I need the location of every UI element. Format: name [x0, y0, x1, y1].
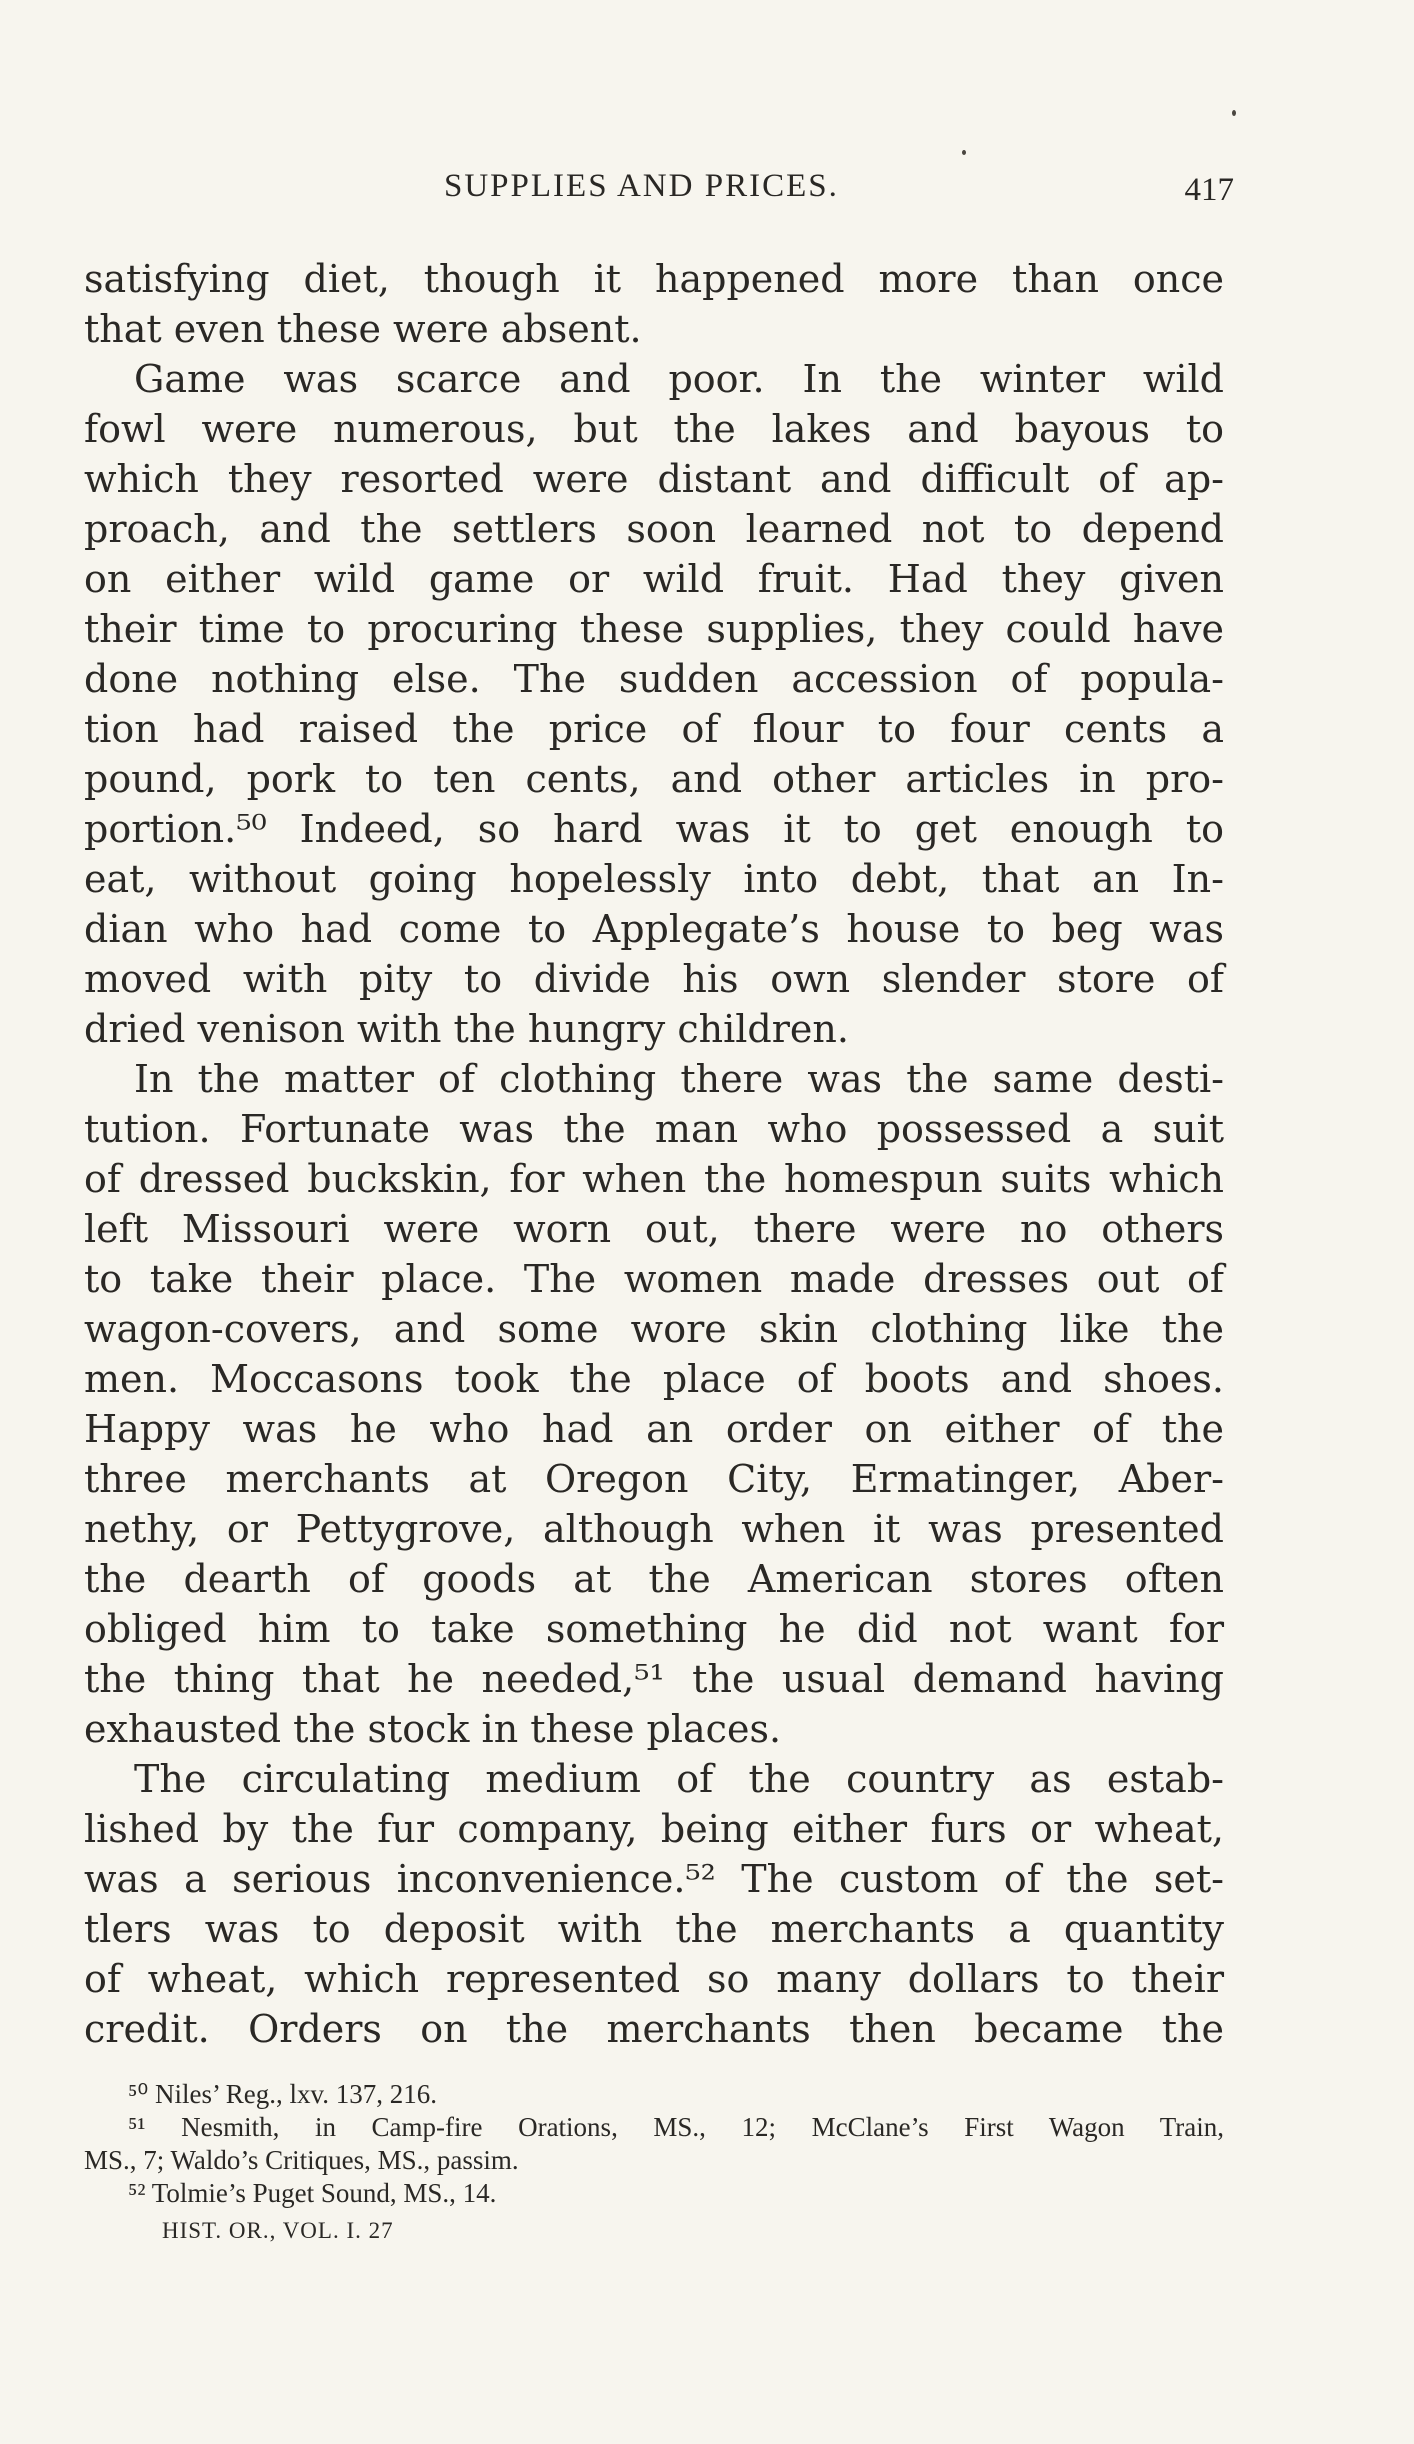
text-line: the dearth of goods at the American stores often — [84, 1557, 1224, 1601]
text-line: men. Moccasons took the place of boots and shoes. — [84, 1357, 1224, 1401]
text-line: tlers was to deposit with the merchants a quantity — [84, 1907, 1224, 1951]
text-line: moved with pity to divide his own slender store of — [84, 957, 1224, 1001]
text-line: nethy, or Pettygrove, although when it was presented — [84, 1507, 1224, 1551]
text-line: dried venison with the hungry children. — [84, 1007, 849, 1051]
text-line: of dressed buckskin, for when the homespun suits which — [84, 1157, 1224, 1201]
running-head: SUPPLIES AND PRICES. — [444, 168, 839, 204]
footnote-line: ⁵⁰ Niles’ Reg., lxv. 137, 216. — [128, 2079, 437, 2109]
text-line: left Missouri were worn out, there were no others — [84, 1207, 1224, 1251]
text-line: exhausted the stock in these places. — [84, 1707, 782, 1751]
text-line: that even these were absent. — [84, 307, 642, 351]
text-line: three merchants at Oregon City, Ermatinger, Aber- — [84, 1457, 1224, 1501]
text-line: satisfying diet, though it happened more than once — [84, 257, 1224, 301]
text-line: tion had raised the price of flour to four cents a — [84, 707, 1224, 751]
speck-mark — [1232, 110, 1236, 116]
footnotes — [84, 2078, 1224, 2247]
text-line: their time to procuring these supplies, they could have — [84, 607, 1224, 651]
text-line: obliged him to take something he did not want for — [84, 1607, 1224, 1651]
text-line: on either wild game or wild fruit. Had they given — [84, 557, 1224, 601]
text-line: lished by the fur company, being either furs or wheat, — [84, 1807, 1224, 1851]
footnote-line: ⁵² Tolmie’s Puget Sound, MS., 14. — [128, 2178, 497, 2208]
text-line: the thing that he needed,⁵¹ the usual demand having — [84, 1657, 1224, 1701]
text-line: Happy was he who had an order on either of the — [84, 1407, 1224, 1451]
text-line: proach, and the settlers soon learned not to depend — [84, 507, 1224, 551]
text-line: to take their place. The women made dresses out of — [84, 1257, 1224, 1301]
text-line: tution. Fortunate was the man who possessed a suit — [84, 1107, 1224, 1151]
page-number: 417 — [1184, 172, 1234, 208]
text-line: eat, without going hopelessly into debt, that an In- — [84, 857, 1224, 901]
page-header — [84, 168, 1234, 218]
text-line: Game was scarce and poor. In the winter wild — [134, 357, 1224, 401]
text-line: dian who had come to Applegate’s house to beg was — [84, 907, 1224, 951]
speck-mark — [962, 150, 966, 155]
text-line: done nothing else. The sudden accession of popula- — [84, 657, 1224, 701]
body-text — [84, 254, 1224, 2054]
text-line: In the matter of clothing there was the same desti- — [134, 1057, 1224, 1101]
text-line: was a serious inconvenience.⁵² The custom of the set- — [84, 1857, 1224, 1901]
text-line: fowl were numerous, but the lakes and bayous to — [84, 407, 1224, 451]
footnote-line: MS., 7; Waldo’s Critiques, MS., passim. — [84, 2145, 519, 2175]
text-line: The circulating medium of the country as estab- — [134, 1757, 1224, 1801]
text-line: credit. Orders on the merchants then became the — [84, 2007, 1224, 2051]
text-line: pound, pork to ten cents, and other articles in pro- — [84, 757, 1224, 801]
signature-mark: HIST. OR., VOL. I. 27 — [162, 2218, 394, 2243]
text-line: portion.⁵⁰ Indeed, so hard was it to get enough to — [84, 807, 1224, 851]
text-line: which they resorted were distant and difficult of ap- — [84, 457, 1224, 501]
text-line: wagon-covers, and some wore skin clothing like the — [84, 1307, 1224, 1351]
footnote-line: ⁵¹ Nesmith, in Camp-fire Orations, MS., 12; McClane’s First Wagon Train, — [128, 2112, 1224, 2142]
text-line: of wheat, which represented so many dollars to their — [84, 1957, 1224, 2001]
